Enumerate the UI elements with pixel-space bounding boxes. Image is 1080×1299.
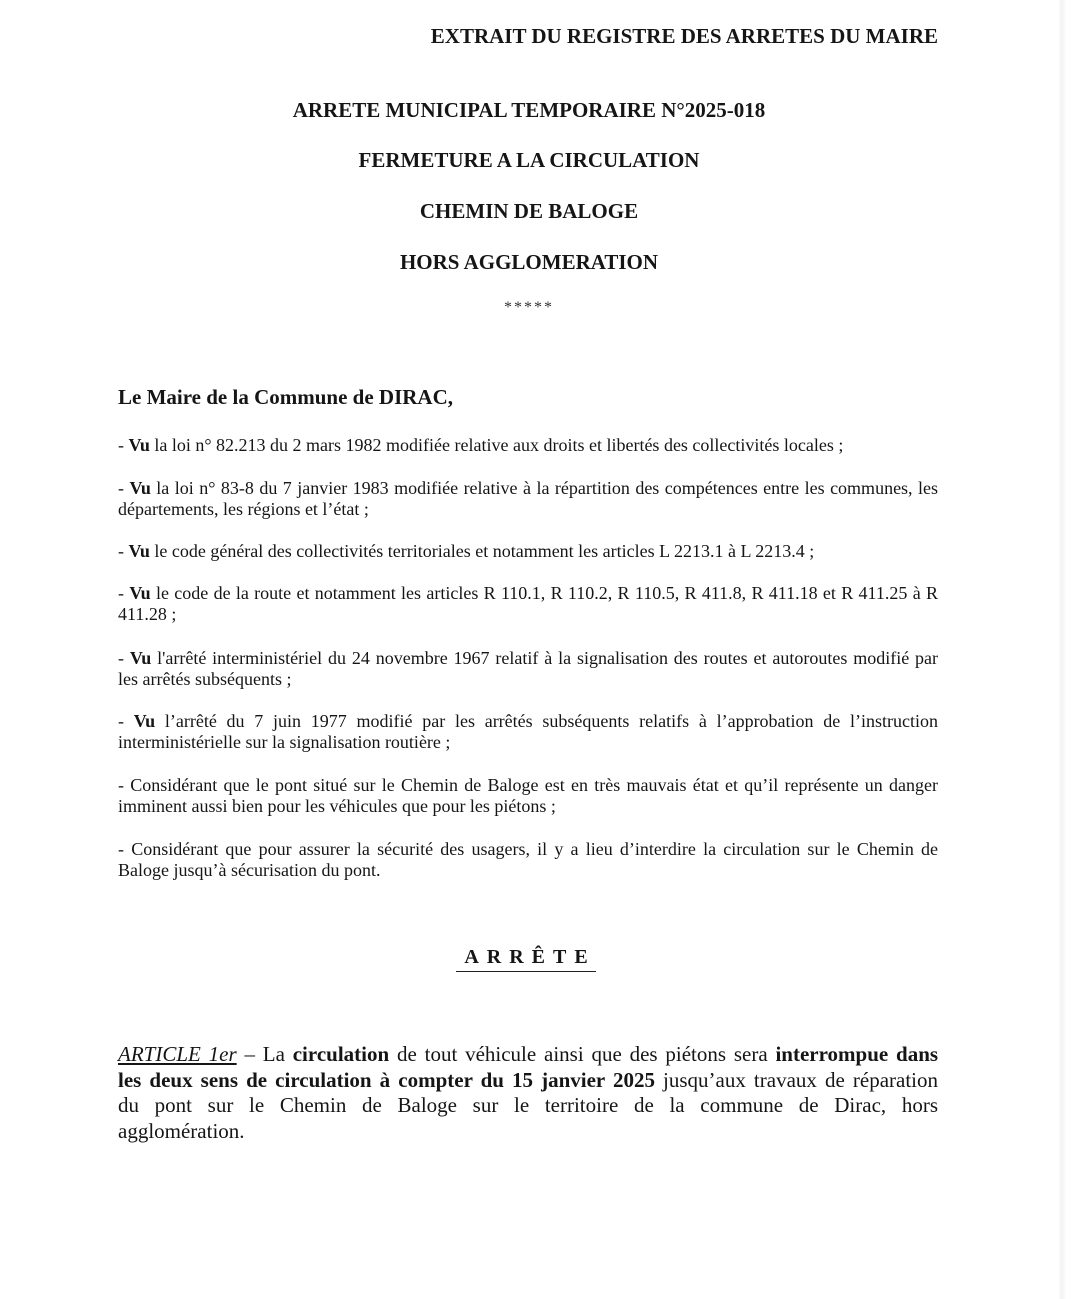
- visa-text: le code de la route et notamment les articles R 110.1, R 110.2, R 110.5, R 411.8, R 411.18 et R 411.25 à R: [155, 583, 938, 603]
- article-line: du pont sur le Chemin de Baloge sur le territoire de la commune de Dirac, hors: [118, 1093, 938, 1118]
- visa-line: [118, 478, 938, 499]
- bullet: -: [118, 541, 124, 561]
- visa-item: [118, 541, 938, 562]
- objet-title: FERMETURE A LA CIRCULATION: [358, 148, 700, 172]
- vu-label: Vu: [128, 435, 150, 455]
- considerant-line: [118, 839, 938, 860]
- article-bold-text: circulation: [292, 1042, 390, 1066]
- visa-item: [118, 583, 938, 625]
- article-line: [118, 1042, 938, 1068]
- vu-label: Vu: [128, 541, 150, 561]
- visa-line: les arrêtés subséquents ;: [118, 669, 292, 689]
- zone-title: HORS AGGLOMERATION: [399, 250, 659, 274]
- article-text: – La: [244, 1042, 285, 1066]
- decision-heading: [0, 946, 1052, 972]
- vu-label: Vu: [129, 478, 151, 498]
- considerant-item: [118, 775, 938, 817]
- registre-header: EXTRAIT DU REGISTRE DES ARRETES DU MAIRE: [430, 24, 938, 48]
- decision-label: ARRÊTE: [456, 946, 595, 972]
- considerant-item: [118, 839, 938, 881]
- article-1: [118, 1042, 938, 1145]
- visa-text: l’arrêté du 7 juin 1977 modifié par les arrêtés subséquents relatifs à l’approbation de l’instruction: [164, 711, 939, 731]
- bullet: -: [118, 478, 124, 498]
- visa-text: l'arrêté interministériel du 24 novembre 1967 relatif à la signalisation des routes et autoroutes modifié par: [157, 648, 939, 668]
- article-text: jusqu’aux travaux de réparation: [663, 1067, 938, 1092]
- visa-line: 411.28 ;: [118, 604, 177, 624]
- visa-line: [118, 435, 938, 456]
- considerant-line: Baloge jusqu’à sécurisation du pont.: [118, 860, 381, 880]
- considerant-line: imminent aussi bien pour les véhicules que pour les piétons ;: [118, 796, 556, 816]
- voie-title: CHEMIN DE BALOGE: [419, 199, 639, 223]
- visa-text: la loi n° 83-8 du 7 janvier 1983 modifiée relative à la répartition des compétences entre les communes, les: [156, 478, 939, 498]
- visa-text: le code général des collectivités territoriales et notamment les articles L 2213.1 à L 2213.4 ;: [154, 541, 815, 561]
- visa-line: [118, 541, 938, 562]
- visa-line: départements, les régions et l’état ;: [118, 499, 369, 519]
- visa-line: [118, 711, 938, 732]
- article-bold-text: les deux sens de circulation à compter du 15 janvier 2025: [118, 1067, 655, 1092]
- visa-item: [118, 478, 938, 520]
- visa-item: [118, 435, 938, 456]
- arrete-number-title: ARRETE MUNICIPAL TEMPORAIRE N°2025-018: [292, 98, 766, 122]
- bullet: -: [118, 583, 124, 603]
- visa-line: [118, 648, 938, 669]
- maire-intro: Le Maire de la Commune de DIRAC,: [118, 385, 453, 409]
- bullet: -: [118, 775, 124, 795]
- article-text: de tout véhicule ainsi que des piétons sera: [396, 1042, 768, 1066]
- visa-item: [118, 711, 938, 753]
- vu-label: Vu: [129, 583, 151, 603]
- bullet: -: [118, 839, 124, 859]
- title-separator: *****: [504, 299, 554, 316]
- visa-item: [118, 648, 938, 690]
- bullet: -: [118, 435, 124, 455]
- scan-edge-shadow: [1058, 0, 1066, 1299]
- bullet: -: [118, 711, 124, 731]
- article-line: [118, 1068, 938, 1094]
- article-bold-text: interrompue dans: [775, 1042, 939, 1066]
- visa-line: interministérielle sur la signalisation routière ;: [118, 732, 451, 752]
- visa-text: la loi n° 82.213 du 2 mars 1982 modifiée relative aux droits et libertés des collectivités locales ;: [154, 435, 844, 455]
- visa-line: [118, 583, 938, 604]
- article-label: ARTICLE 1er: [118, 1042, 237, 1066]
- considerant-line: [118, 775, 938, 796]
- article-line: agglomération.: [118, 1119, 245, 1144]
- considerant-text: Considérant que le pont situé sur le Chemin de Baloge est en très mauvais état et qu’il représente un danger: [130, 775, 938, 795]
- vu-label: Vu: [129, 648, 152, 668]
- considerant-text: Considérant que pour assurer la sécurité des usagers, il y a lieu d’interdire la circulation sur le Chemin de: [131, 839, 938, 859]
- vu-label: Vu: [133, 711, 156, 731]
- bullet: -: [118, 648, 124, 668]
